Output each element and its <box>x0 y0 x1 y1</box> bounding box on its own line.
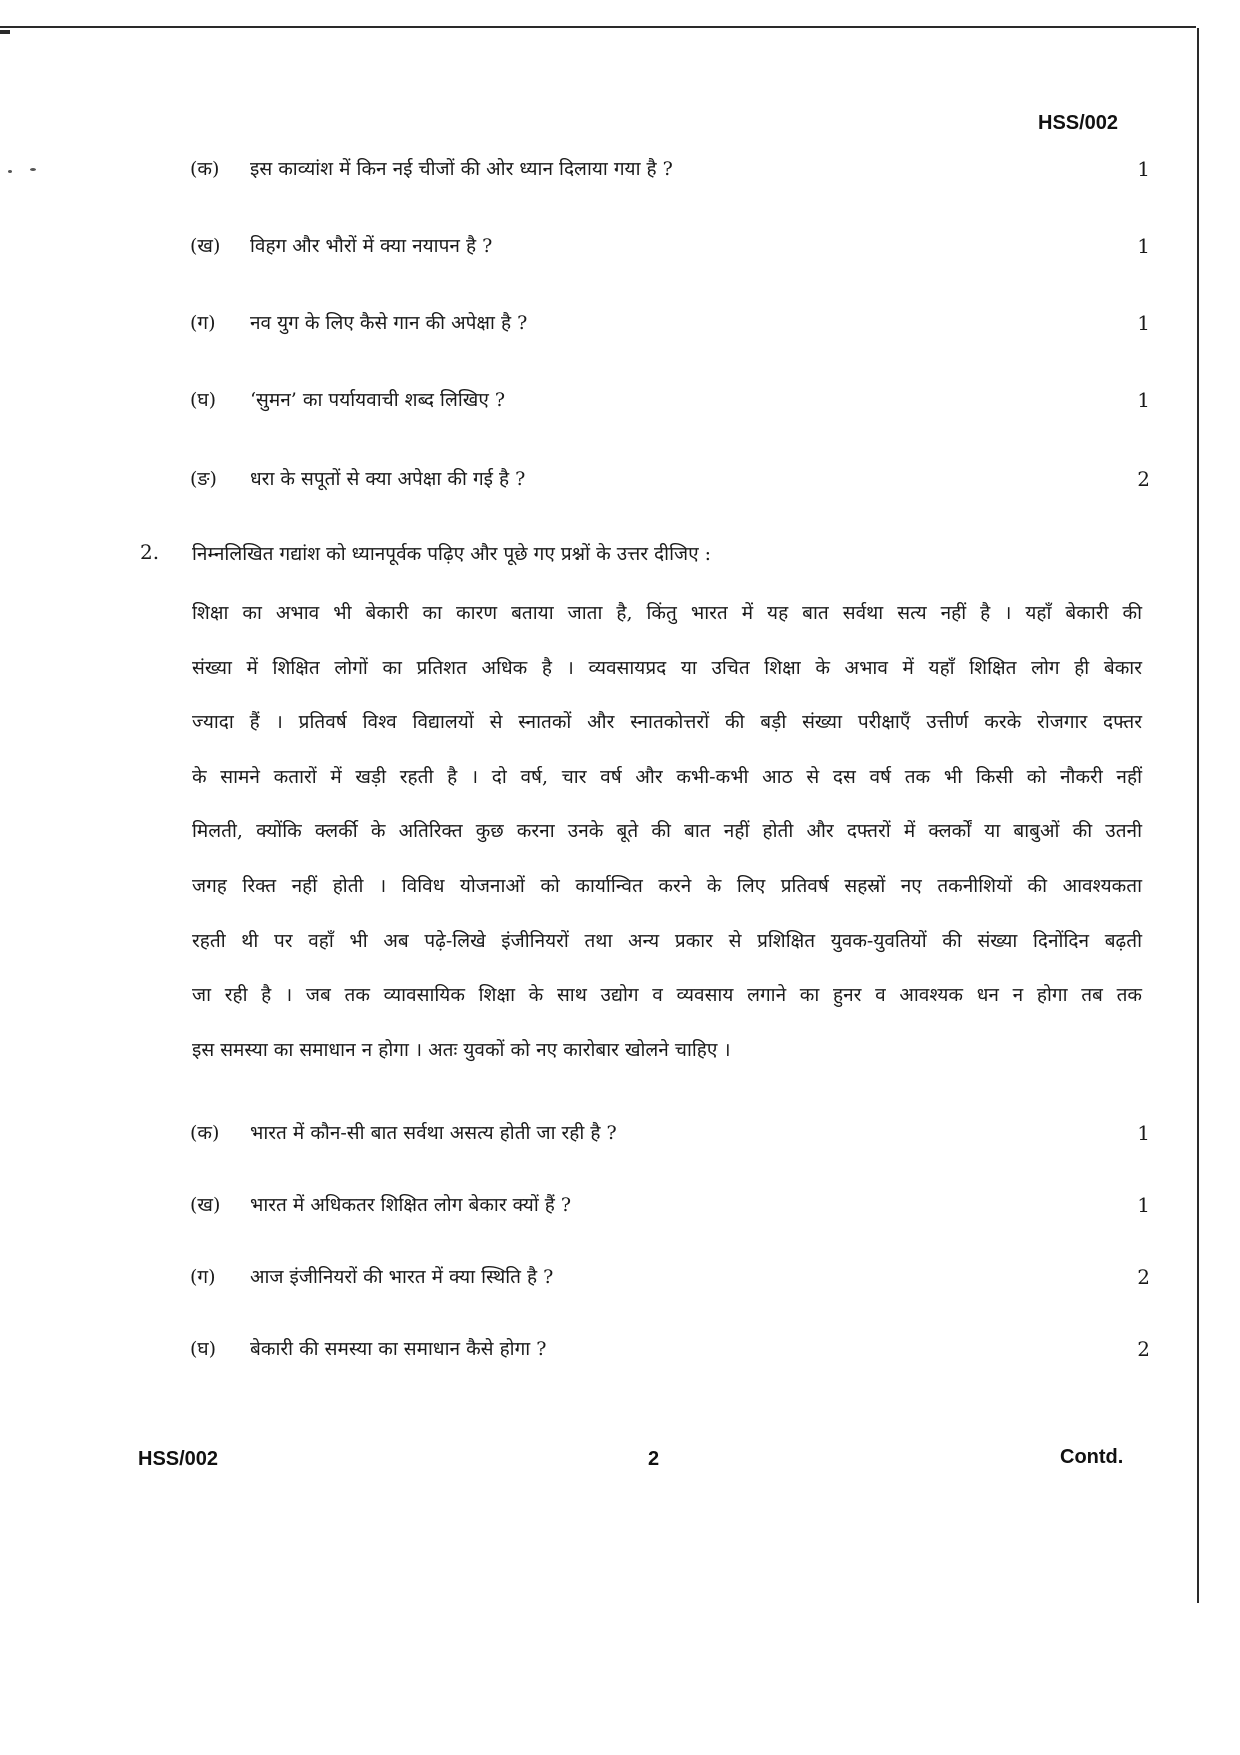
q1-part-ka <box>190 154 1150 184</box>
part-marks: 1 <box>1137 1193 1150 1217</box>
part-label: (क) <box>190 1122 220 1144</box>
passage-line: जा रही है । जब तक व्यावसायिक शिक्षा के साथ उद्योग व व्यवसाय लगाने का हुनर व आवश्यक धन न होगा तब तक <box>192 984 1142 1007</box>
part-marks: 1 <box>1137 388 1150 412</box>
right-border-line <box>1197 28 1199 1603</box>
q2-part-ga <box>190 1262 1150 1292</box>
question-2-passage <box>192 598 1142 1089</box>
part-text: भारत में अधिकतर शिक्षित लोग बेकार क्यों हैं ? <box>250 1194 572 1216</box>
q1-part-nga <box>190 464 1150 494</box>
footer-page-number: 2 <box>648 1448 660 1470</box>
corner-mark <box>0 30 10 34</box>
part-text: इस काव्यांश में किन नई चीजों की ओर ध्यान दिलाया गया है ? <box>250 158 673 180</box>
part-marks: 2 <box>1137 467 1150 491</box>
part-label: (घ) <box>190 1338 217 1360</box>
q1-part-ga <box>190 308 1150 338</box>
footer-paper-code: HSS/002 <box>138 1448 219 1470</box>
part-marks: 1 <box>1137 1121 1150 1145</box>
part-text: नव युग के लिए कैसे गान की अपेक्षा है ? <box>250 312 528 334</box>
part-label: (ग) <box>190 312 216 334</box>
part-text: विहग और भौरों में क्या नयापन है ? <box>250 235 493 257</box>
passage-line: के सामने कतारों में खड़ी रहती है । दो वर्ष, चार वर्ष और कभी-कभी आठ से दस वर्ष तक भी किसी को नौकरी नहीं <box>192 765 1142 788</box>
part-label: (ङ) <box>190 468 217 490</box>
part-label: (ख) <box>190 1194 221 1216</box>
q2-part-ka <box>190 1118 1150 1148</box>
header-paper-code: HSS/002 <box>1038 112 1119 134</box>
passage-line: इस समस्या का समाधान न होगा । अतः युवकों को नए कारोबार खोलने चाहिए । <box>192 1038 731 1061</box>
passage-line: जगह रिक्त नहीं होती । विविध योजनाओं को कार्यान्वित करने के लिए प्रतिवर्ष सहस्रों नए तकनीशियों की आवश्यकता <box>192 874 1142 897</box>
question-2-instruction: निम्नलिखित गद्यांश को ध्यानपूर्वक पढ़िए और पूछे गए प्रश्नों के उत्तर दीजिए : <box>192 543 712 565</box>
passage-line: मिलती, क्योंकि क्लर्की के अतिरिक्त कुछ करना उनके बूते की बात नहीं होती और दफ्तरों में क्लर्कों या बाबुओं की उतनी <box>192 820 1142 843</box>
part-marks: 2 <box>1137 1337 1150 1361</box>
part-text: आज इंजीनियरों की भारत में क्या स्थिति है ? <box>250 1266 554 1288</box>
part-marks: 2 <box>1137 1265 1150 1289</box>
passage-line: ज्यादा हैं । प्रतिवर्ष विश्व विद्यालयों से स्नातकों और स्नातकोत्तरों की बड़ी संख्या परीक्षाएँ उत्तीर्ण करके रोजगार दफ्तर <box>192 711 1142 734</box>
passage-line: शिक्षा का अभाव भी बेकारी का कारण बताया जाता है, किंतु भारत में यह बात सर्वथा सत्य नहीं है । यहाँ बेकारी की <box>192 602 1142 624</box>
part-text: बेकारी की समस्या का समाधान कैसे होगा ? <box>250 1338 547 1360</box>
part-label: (घ) <box>190 389 217 411</box>
part-label: (ख) <box>190 235 221 257</box>
passage-line: रहती थी पर वहाँ भी अब पढ़े-लिखे इंजीनियरों तथा अन्य प्रकार से प्रशिक्षित युवक-युवतियों की संख्या दिनोंदिन बढ़ती <box>192 929 1142 952</box>
q2-part-gha <box>190 1334 1150 1364</box>
part-marks: 1 <box>1137 311 1150 335</box>
q2-part-kha <box>190 1190 1150 1220</box>
question-2-number: 2. <box>140 540 160 564</box>
part-marks: 1 <box>1137 157 1150 181</box>
q1-part-kha <box>190 231 1150 261</box>
top-border-line <box>0 26 1196 28</box>
scan-speck <box>8 170 12 173</box>
q1-part-gha <box>190 385 1150 415</box>
part-label: (क) <box>190 158 220 180</box>
scan-speck <box>30 168 36 171</box>
part-marks: 1 <box>1137 234 1150 258</box>
part-label: (ग) <box>190 1266 216 1288</box>
part-text: ‘सुमन’ का पर्यायवाची शब्द लिखिए ? <box>250 389 506 411</box>
part-text: धरा के सपूतों से क्या अपेक्षा की गई है ? <box>250 468 526 490</box>
passage-line: संख्या में शिक्षित लोगों का प्रतिशत अधिक है । व्यवसायप्रद या उचित शिक्षा के अभाव में यहाँ शिक्षित लोग ही बेकार <box>192 656 1142 679</box>
part-text: भारत में कौन-सी बात सर्वथा असत्य होती जा रही है ? <box>250 1122 617 1144</box>
footer-continued: Contd. <box>1060 1446 1124 1468</box>
